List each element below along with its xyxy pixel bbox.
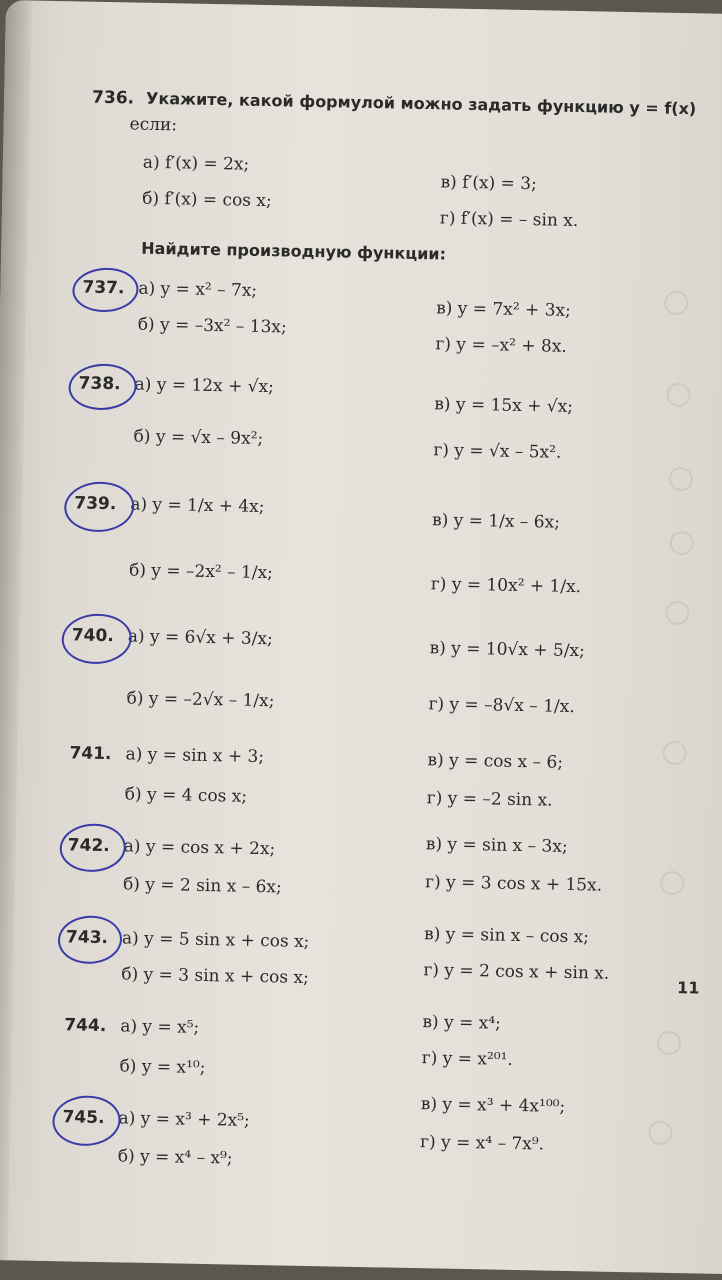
pen-circle-745 [51, 1094, 121, 1147]
problem-743-a: а) y = 5 sin x + cos x; [121, 928, 310, 952]
problem-745-b: б) y = x⁴ – x⁹; [117, 1146, 233, 1169]
problem-745-number: 745. [62, 1107, 105, 1129]
problem-739-g: г) y = 10x² + 1/x. [430, 574, 582, 598]
pen-circle-737 [71, 266, 139, 313]
problem-740-number: 740. [71, 625, 114, 647]
page-number: 11 [676, 978, 700, 998]
problem-736-a: а) f′(x) = 2x; [142, 152, 250, 175]
problem-739-v: в) y = 1/x – 6x; [431, 510, 561, 533]
problem-741-g: г) y = –2 sin x. [426, 788, 553, 811]
problem-740-v: в) y = 10√x + 5/x; [429, 638, 586, 662]
instruction-heading: Найдите производную функции: [141, 238, 447, 264]
problem-741-b: б) y = 4 cos x; [124, 784, 248, 807]
pen-circle-738 [67, 362, 137, 411]
problem-744-a: а) y = x⁵; [120, 1016, 200, 1038]
problem-738-a: а) y = 12x + √x; [134, 374, 275, 398]
problem-736-b: б) f′(x) = cos x; [142, 188, 272, 212]
problem-737-b: б) y = –3x² – 13x; [137, 314, 287, 338]
pen-circle-739 [63, 480, 135, 533]
problem-744-number: 744. [64, 1015, 107, 1037]
problem-743-number: 743. [65, 927, 109, 949]
problem-741-v: в) y = cos x – 6; [427, 750, 564, 773]
problem-740-a: а) y = 6√x + 3/x; [127, 626, 273, 650]
problem-745-v: в) y = x³ + 4x¹⁰⁰; [420, 1094, 566, 1117]
pen-circle-743 [57, 914, 123, 965]
problem-736-text: Укажите, какой формулой можно задать функцию y = f(x) [145, 88, 697, 119]
problem-740-g: г) y = –8√x – 1/x. [428, 694, 575, 718]
problem-742-g: г) y = 3 cos x + 15x. [424, 872, 603, 896]
pen-circle-740 [61, 612, 133, 665]
pen-circle-742 [59, 822, 127, 873]
problem-738-number: 738. [78, 373, 121, 395]
problem-742-number: 742. [67, 835, 110, 857]
problem-743-b: б) y = 3 sin x + cos x; [121, 964, 309, 988]
problem-742-a: а) y = cos x + 2x; [123, 836, 276, 860]
problem-742-b: б) y = 2 sin x – 6x; [122, 874, 282, 898]
problem-738-b: б) y = √x – 9x²; [133, 426, 264, 450]
problem-736-text-cont: если: [129, 114, 178, 136]
problem-737-number: 737. [82, 277, 125, 299]
problem-739-a: а) y = 1/x + 4x; [130, 494, 265, 518]
problem-745-g: г) y = x⁴ – 7x⁹. [419, 1132, 545, 1155]
problem-742-v: в) y = sin x – 3x; [425, 834, 568, 857]
problem-736-v: в) f′(x) = 3; [440, 172, 537, 195]
problem-741-number: 741. [69, 743, 112, 765]
problem-737-g: г) y = –x² + 8x. [435, 334, 568, 357]
problem-743-v: в) y = sin x – cos x; [423, 924, 590, 948]
problem-744-v: в) y = x⁴; [422, 1012, 502, 1034]
problem-736-number: 736. [91, 87, 135, 109]
problem-739-number: 739. [74, 493, 117, 515]
problem-744-g: г) y = x²⁰¹. [421, 1048, 513, 1070]
problem-737-a: а) y = x² – 7x; [138, 278, 258, 301]
problem-745-a: а) y = x³ + 2x⁵; [118, 1108, 250, 1131]
problem-740-b: б) y = –2√x – 1/x; [126, 688, 275, 712]
problem-744-b: б) y = x¹⁰; [119, 1056, 206, 1079]
problem-736-g: г) f′(x) = – sin x. [439, 208, 579, 232]
problem-738-g: г) y = √x – 5x². [433, 440, 562, 463]
problem-738-v: в) y = 15x + √x; [434, 394, 574, 417]
problem-737-v: в) y = 7x² + 3x; [435, 298, 571, 321]
problem-743-g: г) y = 2 cos x + sin x. [423, 960, 610, 984]
problem-741-a: а) y = sin x + 3; [125, 744, 265, 768]
problem-739-b: б) y = –2x² – 1/x; [128, 560, 274, 584]
